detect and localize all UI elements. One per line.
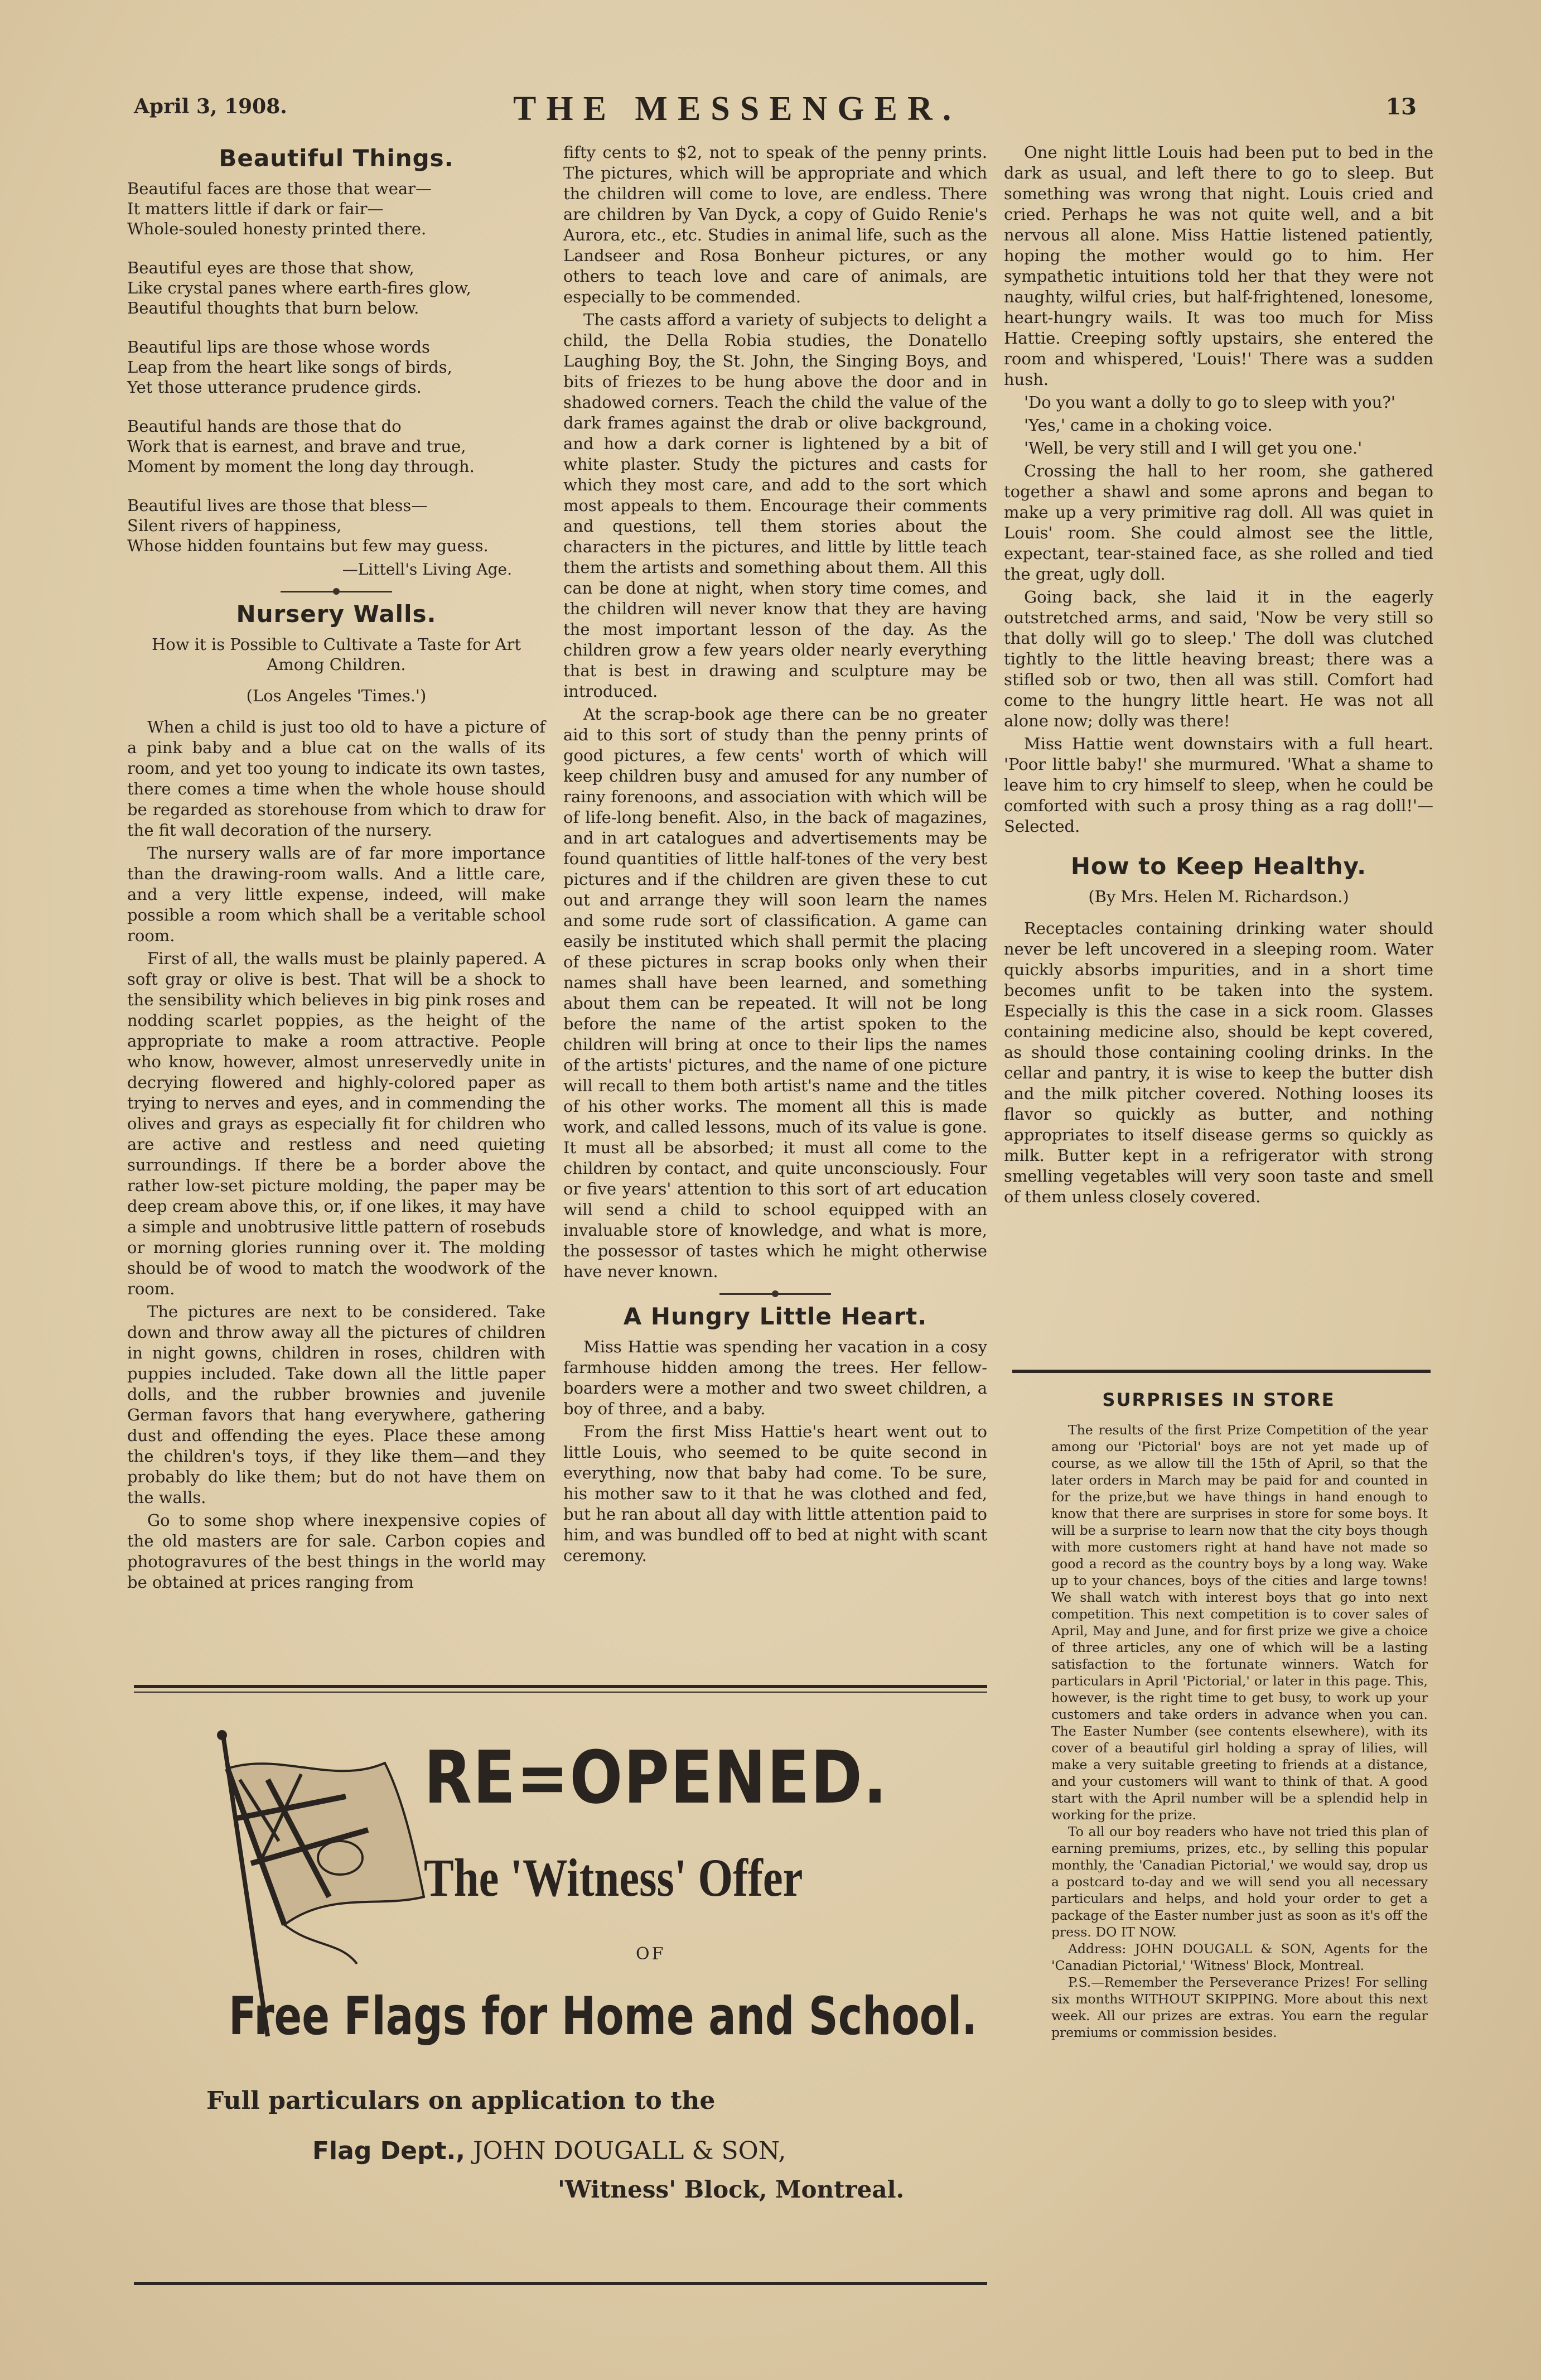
advert-company: JOHN DOUGALL & SON, (472, 2137, 786, 2165)
masthead (134, 89, 1417, 134)
advert-block: 'Witness' Block, Montreal. (558, 2176, 905, 2203)
flag-advertisement (134, 1696, 987, 2254)
surprises-text (1004, 1422, 1433, 2041)
article-paragraph: Receptacles containing drinking water should never be left uncovered in a sleeping room. Water quickly absorbs impurities, and in a short time becomes unfit to be taken into the system. Especially is this the case in a sick room. Glasses containing medicine also, should be kept covered, as should those containing cooling drinks. In the cellar and pantry, it is wise to keep the butter dish and the milk pitcher covered. Nothing looses its flavor so quickly as butter, and nothing appropriates to itself disease germs so quickly as milk. Butter kept in a refrigerator with strong smelling vegetables will very soon taste and smell of them unless closely covered. (1004, 919, 1433, 1206)
advert-address (312, 2137, 786, 2165)
advert-headline: RE=OPENED. (424, 1735, 888, 1820)
poem-line: Beautiful lips are those whose words (127, 338, 430, 356)
surprises-paragraph: Address: JOHN DOUGALL & SON, Agents for the 'Canadian Pictorial,' 'Witness' Block, Montreal. (1051, 1941, 1428, 1973)
advert-top-rule (134, 1685, 987, 1688)
article-paragraph: First of all, the walls must be plainly papered. A soft gray or olive is best. That will be a shock to the sensibility which believes in big pink roses and nodding scarlet poppies, as the height of the appropriate to make a room attractive. People who know, however, almost unreservedly unite in decrying flowered and highly-colored paper as trying to nerves and eyes, and in commending the olives and grays as especially fit for children who are active and restless and need quieting surroundings. If there be a border above the rather low-set picture molding, the paper may be deep cream above this, or, if one likes, it may have a simple and unobtrusive little pattern of rosebuds or morning glories running over it. The molding should be of wood to match the woodwork of the room. (127, 949, 545, 1298)
article-paragraph: fifty cents to $2, not to speak of the penny prints. The pictures, which will be appropriate and which the children will come to love, are endless. There are children by Van Dyck, a copy of Guido Renie's Aurora, etc., etc. Studies in animal life, such as the Landseer and Rosa Bonheur pictures, or any others to teach love and care of animals, are especially to be commended. (563, 143, 987, 306)
surprises-title: SURPRISES IN STORE (1102, 1389, 1335, 1410)
nursery-walls-title: Nursery Walls. (236, 600, 437, 628)
surprises-paragraph: To all our boy readers who have not tried this plan of earning premiums, prizes, etc., by selling this popular monthly, the 'Canadian Pictorial,' we would say, drop us a postcard to-day and we will send you all necessary particulars and helps, and hold your order to get a package of the Easter number just as soon as it's off the press. DO IT NOW. (1051, 1824, 1428, 1940)
article-paragraph: From the first Miss Hattie's heart went out to little Louis, who seemed to be quite second in everything, now that baby had come. To be sure, his mother saw to it that he was clothed and fed, but he ran about all day with little attention paid to him, and was bundled off to bed at night with scant ceremony. (563, 1422, 987, 1565)
poem-stanza (127, 416, 545, 476)
article-paragraph: 'Yes,' came in a choking voice. (1024, 416, 1273, 435)
advert-offer: The 'Witness' Offer (424, 1848, 803, 1907)
newspaper-title: THE MESSENGER. (513, 90, 962, 128)
poem-line: Beautiful eyes are those that show, (127, 258, 414, 277)
poem-line: Beautiful thoughts that burn below. (127, 298, 419, 317)
article-paragraph: The pictures are next to be considered. Take down and throw away all the pictures of children in night gowns, children in roses, children with puppies included. Take down all the little paper dolls, and the rubber brownies and juvenile German favors that hang everywhere, gathering dust and offending the eyes. Place these among the children's toys, if they like them—and they probably do like them; but do not have them on the walls. (127, 1302, 545, 1507)
advert-free-flags: Free Flags for Home and School. (229, 1986, 978, 2047)
article-paragraph: 'Do you want a dolly to go to sleep with you?' (1024, 393, 1395, 412)
section-divider (719, 1293, 831, 1295)
section-rule (1012, 1370, 1431, 1373)
nursery-walls-source: (Los Angeles 'Times.') (246, 686, 427, 705)
article-paragraph: The nursery walls are of far more importance than the drawing-room walls. And a little care, and a very little expense, indeed, will make possible a room which shall be a veritable school room. (127, 844, 545, 945)
poem-line: Silent rivers of happiness, (127, 516, 342, 535)
advert-of: OF (636, 1944, 666, 1964)
nursery-walls-subtitle: How it is Possible to Cultivate a Taste for Art Among Children. (151, 635, 521, 674)
poem-line: Beautiful lives are those that bless— (127, 496, 428, 515)
article-paragraph: Go to some shop where inexpensive copies of the old masters are for sale. Carbon copies and photogravures of the best things in the world may be obtained at prices ranging from (127, 1511, 545, 1592)
article-paragraph: Going back, she laid it in the eagerly outstretched arms, and said, 'Now be very still so that dolly will go to sleep.' The doll was clutched tightly to the little heaving breast; there was a stifled sob or two, then all was still. Comfort had come to the hungry little heart. He was not all alone now; dolly was there! (1004, 587, 1433, 730)
article-paragraph: 'Well, be very still and I will get you one.' (1024, 439, 1363, 457)
poem-line: Beautiful hands are those that do (127, 417, 402, 436)
surprises-paragraph: P.S.—Remember the Perseverance Prizes! For selling six months WITHOUT SKIPPING. More about this next week. All our prizes are extras. You earn the regular premiums or commission besides. (1051, 1974, 1428, 2040)
poem-line: Whose hidden fountains but few may guess. (127, 536, 489, 555)
poem-line: Leap from the heart like songs of birds, (127, 358, 452, 377)
surprises-box (1004, 1389, 1433, 2041)
article-paragraph: Miss Hattie was spending her vacation in a cosy farmhouse hidden among the trees. Her fellow-boarders were a mother and two sweet children, a boy of three, and a baby. (563, 1337, 987, 1418)
column-2 (563, 142, 987, 1568)
advert-top-rule-thin (134, 1692, 987, 1693)
advert-full-particulars: Full particulars on application to the (206, 2087, 716, 2115)
advert-flag-dept: Flag Dept., (312, 2137, 465, 2165)
poem-line: Moment by moment the long day through. (127, 457, 475, 476)
poem-stanza (127, 337, 545, 397)
poem-line: Yet those utterance prudence girds. (127, 378, 422, 397)
column-1 (127, 142, 545, 1595)
advert-bottom-rule (134, 2282, 987, 2285)
article-paragraph: Crossing the hall to her room, she gathered together a shawl and some aprons and began to make up a very primitive rag doll. All was quiet in Louis' room. She could almost see the little, expectant, tear-stained face, as she rolled and tied the great, ugly doll. (1004, 461, 1433, 584)
article-paragraph: When a child is just too old to have a picture of a pink baby and a blue cat on the walls of its room, and yet too young to indicate its own tastes, there comes a time when the whole house should be regarded as storehouse from which to draw for the fit wall decoration of the nursery. (127, 717, 545, 840)
poem-stanza (127, 495, 545, 556)
surprises-paragraph: The results of the first Prize Competition of the year among our 'Pictorial' boys are not yet made up of course, as we allow till the 15th of April, so that the later orders in March may be paid for and counted in for the prize,but we have things in hand enough to know that there are surprises in store for some boys. It will be a surprise to learn now that the city boys though with more customers right at hand have not made so good a record as the country boys by a long way. Wake up to your chances, boys of the cities and large towns! We shall watch with interest boys that go into next competition. This next competition is to cover sales of April, May and June, and for first prize we give a choice of three articles, any one of which will be a lasting satisfaction to the fortunate winners. Watch for particulars in April 'Pictorial,' or later in this page. This, however, is the right time to get busy, to work up your customers and take orders in advance when you can. The Easter Number (see contents elsewhere), with its cover of a beautiful girl holding a spray of lilies, will make a very suitable greeting to friends at a distance, and your customers will want to think of that. A good start with the April number will be a splendid help in working for the prize. (1051, 1422, 1428, 1823)
column-3 (1004, 142, 1433, 1210)
keep-healthy-byline: (By Mrs. Helen M. Richardson.) (1088, 887, 1349, 906)
poem-line: Like crystal panes where earth-fires glow, (127, 278, 471, 297)
beautiful-things-title: Beautiful Things. (219, 144, 454, 172)
poem-attribution: —Littell's Living Age. (342, 560, 512, 579)
article-paragraph: At the scrap-book age there can be no greater aid to this sort of study than the penny prints of good pictures, a few cents' worth of which will keep children busy and amused for any number of rainy forenoons, and association with which will be of life-long benefit. Also, in the back of magazines, and in art catalogues and advertisements may be found quantities of little half-tones of the very best pictures and if the children are given these to cut out and arrange they will soon learn the names and some rude sort of classification. A game can easily be instituted which shall permit the placing of these pictures in scrap books only when their names shall have been learned, and something about them can be repeated. It will not be long before the name of the artist spoken to the children will bring at once to their lips the names of the artists' pictures, and the name of one picture will recall to them both artist's name and the titles of his other works. The moment all this is made work, and called lessons, much of its value is gone. It must all be absorbed; it must all come to the children by contact, and quite unconsciously. Four or five years' attention to this sort of art education will send a child to school equipped with an invaluable store of knowledge, and what is more, the possessor of tastes which he might otherwise have never known. (563, 705, 987, 1281)
section-divider (281, 591, 392, 592)
poem-stanza (127, 258, 545, 318)
poem-line: Work that is earnest, and brave and true, (127, 437, 466, 456)
article-paragraph: One night little Louis had been put to bed in the dark as usual, and left there to go to sleep. But something was wrong that night. Louis cried and cried. Perhaps he was not quite well, and a bit nervous all alone. Miss Hattie listened patiently, hoping the mother would go to him. Her sympathetic intuitions told her that they were not naughty, wilful cries, but half-frightened, lonesome, heart-hungry wails. It was too much for Miss Hattie. Creeping softly upstairs, she entered the room and whispered, 'Louis!' There was a sudden hush. (1004, 143, 1433, 389)
article-paragraph: The casts afford a variety of subjects to delight a child, the Della Robia studies, the Donatello Laughing Boy, the St. John, the Singing Boys, and bits of friezes to be hung above the door and in shadowed corners. Teach the child the value of the dark frames against the drab or olive background, and how a dark corner is lightened by a bit of white plaster. Study the pictures and casts for which they most care, and add to the sort which most appeals to them. Encourage their comments and questions, tell them stories about the characters in the pictures, and little by little teach them the artists and something about them. All this can be done at night, when story time comes, and the children will never know that they are having the most important lesson of the day. As the children grow a few years older nearly everything that is best in drawing and sculpture may be introduced. (563, 310, 987, 701)
keep-healthy-title: How to Keep Healthy. (1070, 852, 1367, 880)
poem-line: Beautiful faces are those that wear— (127, 179, 432, 198)
hungry-heart-title: A Hungry Little Heart. (623, 1303, 928, 1330)
poem-line: It matters little if dark or fair— (127, 199, 384, 218)
poem-stanza (127, 179, 545, 239)
poem-line: Whole-souled honesty printed there. (127, 219, 427, 238)
article-paragraph: Miss Hattie went downstairs with a full heart. 'Poor little baby!' she murmured. 'What a shame to leave him to cry himself to sleep, when he could be comforted with such a prosy thing as a rag doll!'—Selected. (1004, 734, 1433, 836)
page-number: 13 (1385, 94, 1417, 120)
issue-date: April 3, 1908. (134, 95, 287, 118)
